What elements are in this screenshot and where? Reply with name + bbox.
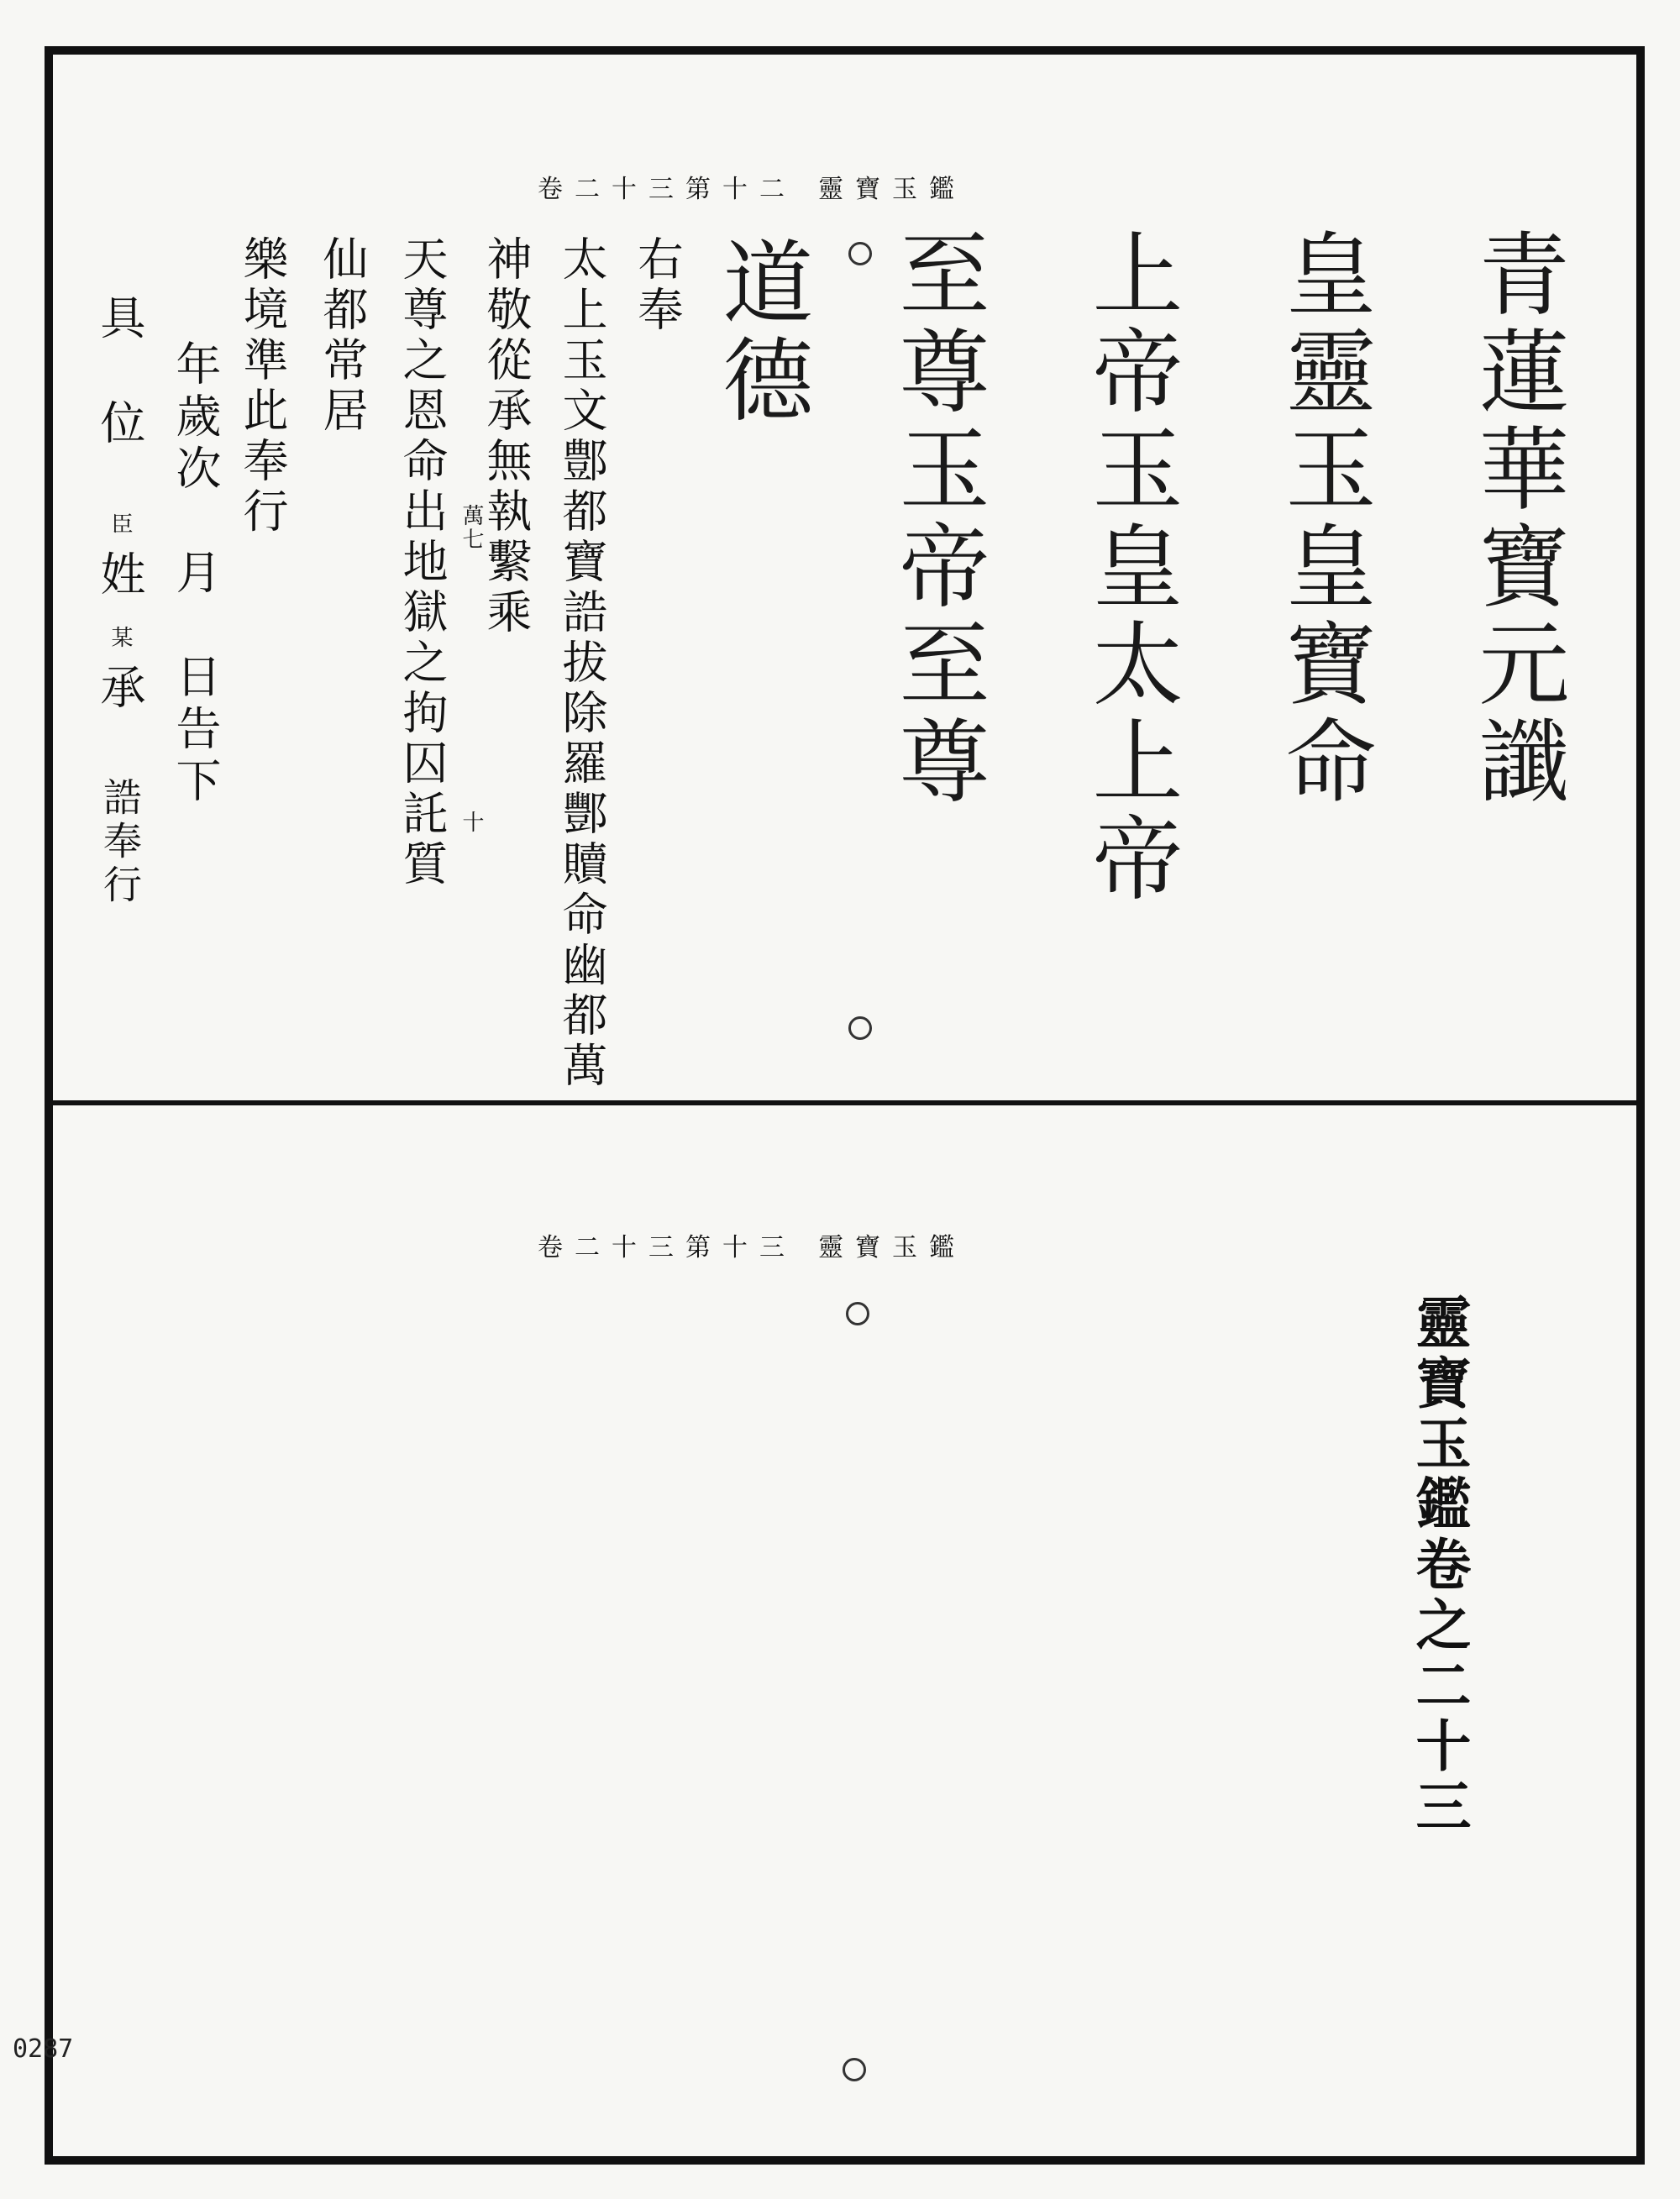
text-column: 右奉 [631,235,684,336]
text-column: 承 [93,664,146,714]
lower-header-chapter: 卷二十三第十三 [538,1233,796,1262]
end-title: 靈寶玉鑑卷之二十三 [1406,1294,1472,1838]
seal-column: 青蓮華寶元讖 [1463,227,1568,811]
lower-running-header [538,1226,966,1263]
page-number: 0287 [13,2034,74,2064]
text-column: 姓 [93,550,146,601]
lower-header-title: 靈寶玉鑑 [818,1233,966,1262]
seal-column: 至尊玉帝至尊 [884,227,989,811]
seal-column: 皇靈玉皇寶命 [1270,227,1375,811]
text-column: 神敬從承無執繫乘 [480,235,533,638]
text-note: 某 [108,626,133,649]
text-column: 誥奉行 [97,777,143,908]
hole-circle [848,242,872,265]
hole-circle [846,1302,869,1325]
text-note: 萬七 [459,504,484,551]
text-column: 具 [93,294,146,344]
hole-circle [848,1016,872,1040]
text-column: 位 [93,399,146,449]
text-column: 天尊之恩命出地獄之拘囚託質 [396,235,449,890]
text-column: 年歲次 月 日告下 [169,340,222,809]
text-note: 十 [459,811,484,834]
text-column: 樂境準此奉行 [236,235,289,538]
text-note: 臣 [108,512,133,536]
upper-header-chapter: 卷二十三第十二 [538,175,796,204]
seal-column: 道德 [707,235,812,430]
seal-column: 上帝玉皇太上帝 [1077,227,1182,909]
page-divider [50,1100,1642,1105]
upper-running-header [538,168,966,205]
hole-circle [843,2058,866,2081]
upper-header-title: 靈寶玉鑑 [818,175,966,204]
text-column: 太上玉文鄷都寶誥拔除羅酆贖命幽都萬 [555,235,608,1092]
text-column: 仙都常居 [316,235,369,437]
